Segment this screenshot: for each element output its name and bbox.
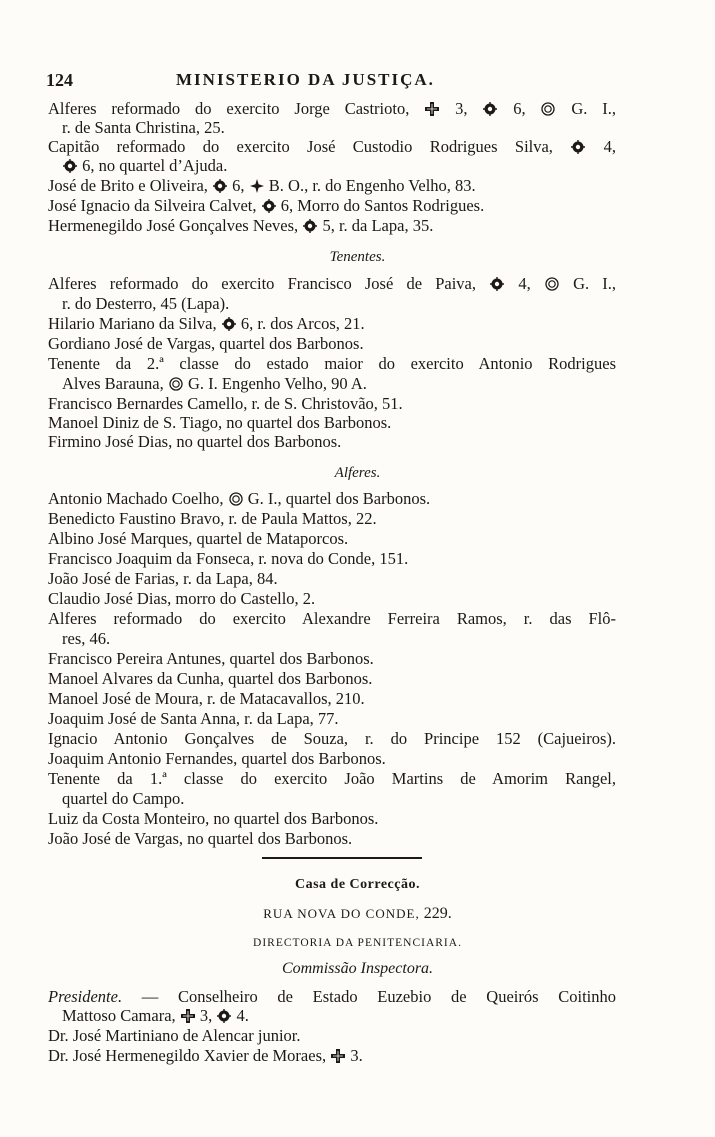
entry-mariano: [48, 315, 365, 333]
rose-order-icon: [303, 219, 317, 233]
rose-order-icon: [217, 1009, 231, 1023]
entry-rangel: Tenente da 1.ª classe do exercito João Martins de Amorim Rangel,: [48, 769, 616, 788]
entry-ramos: Alferes reformado do exercito Alexandre Ferreira Ramos, r. das Flô-: [48, 609, 616, 628]
entry-paiva-cont: r. do Desterro, 45 (Lapa).: [62, 294, 230, 313]
entry-gordiano: Gordiano José de Vargas, quartel dos Barbonos.: [48, 334, 364, 353]
entry-rangel-cont: quartel do Campo.: [62, 789, 185, 808]
entry-souza: Ignacio Antonio Gonçalves de Souza, r. do Principe 152 (Cajueiros).: [48, 729, 616, 748]
entry-text: 3,: [199, 1006, 213, 1025]
entry-presidente-cont: [62, 1007, 249, 1025]
page-number: 124: [46, 70, 73, 90]
entry-custodio: [48, 138, 616, 156]
entry-barauna: Tenente da 2.ª classe do estado maior do exercito Antonio Rodrigues: [48, 354, 616, 373]
entry-claudio: Claudio José Dias, morro do Castello, 2.: [48, 589, 316, 608]
running-title: MINISTERIO DA JUSTIÇA.: [176, 70, 435, 89]
entry-text: Antonio Machado Coelho,: [48, 489, 224, 508]
entry-text: B. O., r. do Engenho Velho, 83.: [268, 176, 476, 195]
entry-machado: [48, 490, 430, 508]
entry-text: 4.: [236, 1006, 249, 1025]
entry-ramos-cont: res, 46.: [62, 629, 111, 648]
directoria-heading: DIRECTORIA DA PENITENCIARIA.: [253, 937, 462, 949]
section-heading-tenentes: Tenentes.: [329, 249, 386, 265]
entry-monteiro: Luiz da Costa Monteiro, no quartel dos Barbonos.: [48, 809, 379, 828]
entry-text: Alves Barauna,: [62, 374, 164, 393]
rose-order-icon: [262, 199, 276, 213]
entry-castrioto: [48, 100, 616, 118]
entry-moraes: [48, 1047, 363, 1065]
rose-order-icon: [213, 179, 227, 193]
circle-order-icon: [229, 492, 243, 506]
circle-order-icon: [545, 277, 559, 291]
role-label: Presidente.: [48, 987, 123, 1006]
entry-paiva: [48, 275, 616, 293]
commission-heading: Commissão Inspectora.: [281, 960, 434, 977]
entry-text: Hilario Mariano da Silva,: [48, 314, 217, 333]
entry-farias: João José de Farias, r. da Lapa, 84.: [48, 569, 278, 588]
entry-text: Alferes reformado do exercito Francisco José de Paiva,: [48, 274, 476, 293]
entry-text: 6, Morro do Santos Rodrigues.: [280, 196, 485, 215]
entry-alencar: Dr. José Martiniano de Alencar junior.: [48, 1026, 301, 1045]
entry-text: 4,: [603, 137, 616, 156]
section-title-casa-correccao: Casa de Correcção.: [295, 877, 420, 892]
entry-barauna-cont: [62, 375, 367, 393]
entry-text: 3,: [455, 99, 468, 118]
circle-order-icon: [541, 102, 555, 116]
cross-order-icon: [331, 1049, 345, 1063]
section-divider: [262, 857, 422, 859]
entry-marques: Albino José Marques, quartel de Mataporcos.: [48, 529, 349, 548]
entry-text: Mattoso Camara,: [62, 1006, 176, 1025]
entry-presidente: [48, 988, 616, 1006]
entry-text: G. I.,: [573, 274, 617, 293]
entry-text: G. I. Engenho Velho, 90 A.: [187, 374, 367, 393]
cross-order-icon: [181, 1009, 195, 1023]
entry-text: G. I.,: [571, 99, 617, 118]
section-heading-alferes: Alferes.: [334, 465, 381, 481]
entry-text: 6,: [232, 176, 245, 195]
entry-castrioto-cont: r. de Santa Christina, 25.: [62, 118, 225, 137]
entry-firmino: Firmino José Dias, no quartel dos Barbonos.: [48, 432, 342, 451]
entry-antunes: Francisco Pereira Antunes, quartel dos Barbonos.: [48, 649, 374, 668]
entry-brito: [48, 177, 476, 195]
entry-calvet: [48, 197, 484, 215]
entry-text: G. I., quartel dos Barbonos.: [247, 489, 431, 508]
page-header: [46, 70, 664, 94]
entry-cunha: Manoel Alvares da Cunha, quartel dos Barbonos.: [48, 669, 373, 688]
rose-order-icon: [571, 140, 585, 154]
entry-fonseca: Francisco Joaquim da Fonseca, r. nova do Conde, 151.: [48, 549, 409, 568]
entry-text: José Ignacio da Silveira Calvet,: [48, 196, 257, 215]
entry-text: — Conselheiro de Estado Euzebio de Queirós Coitinho: [141, 987, 616, 1006]
entry-text: José de Brito e Oliveira,: [48, 176, 208, 195]
entry-santa-anna: Joaquim José de Santa Anna, r. da Lapa, 77.: [48, 709, 339, 728]
rose-order-icon: [63, 159, 77, 173]
street-name: RUA NOVA DO CONDE,: [263, 906, 420, 921]
entry-diniz: Manoel Diniz de S. Tiago, no quartel dos Barbonos.: [48, 413, 392, 432]
star-order-icon: [250, 179, 264, 193]
entry-bravo: Benedicto Faustino Bravo, r. de Paula Mattos, 22.: [48, 509, 377, 528]
entry-text: Dr. José Hermenegildo Xavier de Moraes,: [48, 1046, 327, 1065]
entry-text: 4,: [518, 274, 531, 293]
rose-order-icon: [483, 102, 497, 116]
entry-text: 6, r. dos Arcos, 21.: [240, 314, 365, 333]
entry-text: 6,: [513, 99, 526, 118]
entry-text: Capitão reformado do exercito José Custodio Rodrigues Silva,: [48, 137, 553, 156]
entry-text: 3.: [350, 1046, 363, 1065]
rose-order-icon: [222, 317, 236, 331]
cross-order-icon: [425, 102, 439, 116]
entry-text: 5, r. da Lapa, 35.: [322, 216, 434, 235]
street-number: 229.: [423, 905, 452, 922]
entry-custodio-cont: [62, 157, 227, 175]
entry-vargas: João José de Vargas, no quartel dos Barbonos.: [48, 829, 353, 848]
entry-text: Alferes reformado do exercito Jorge Castrioto,: [48, 99, 410, 118]
address-line: [0, 905, 715, 923]
circle-order-icon: [169, 377, 183, 391]
rose-order-icon: [490, 277, 504, 291]
entry-fernandes: Joaquim Antonio Fernandes, quartel dos Barbonos.: [48, 749, 386, 768]
entry-text: 6, no quartel d’Ajuda.: [82, 156, 228, 175]
entry-moura: Manoel José de Moura, r. de Matacavallos, 210.: [48, 689, 365, 708]
entry-text: Hermenegildo José Gonçalves Neves,: [48, 216, 299, 235]
entry-camello: Francisco Bernardes Camello, r. de S. Christovão, 51.: [48, 394, 403, 413]
entry-neves: [48, 217, 433, 235]
